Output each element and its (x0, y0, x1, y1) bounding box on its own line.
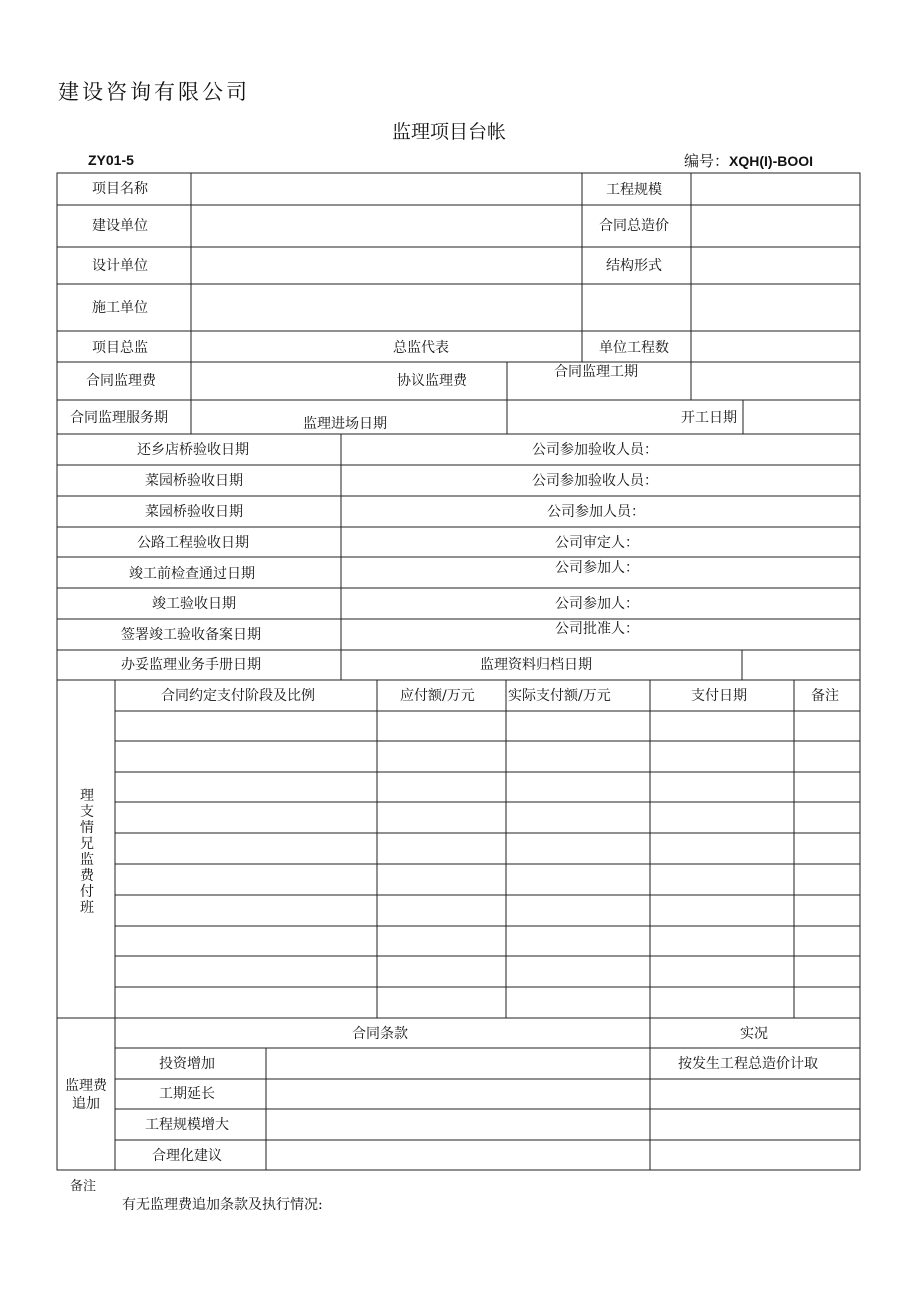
label-contract-period: 合同监理工期 (554, 364, 638, 380)
label-unit-count: 单位工程数 (599, 340, 669, 356)
addition-row-label: 投资增加 (159, 1056, 215, 1072)
acceptance-right: 公司参加验收人员： (532, 442, 658, 458)
addition-side-label: 监理费追加 (65, 1078, 107, 1112)
label-structure: 结构形式 (606, 258, 662, 274)
label-agreed-fee: 协议监理费 (397, 373, 467, 389)
acceptance-left: 办妥监理业务手册日期 (121, 657, 261, 673)
page-title: 监理项目台帐 (392, 121, 507, 143)
payment-header: 备注 (811, 688, 839, 704)
label-start-date: 开工日期 (681, 410, 737, 426)
label-contract-fee: 合同监理费 (86, 373, 156, 389)
payment-header: 合同约定支付阶段及比例 (161, 688, 315, 704)
acceptance-left: 竣工前检查通过日期 (129, 566, 255, 582)
acceptance-left: 还乡店桥验收日期 (137, 442, 249, 458)
label-contractor: 施工单位 (92, 300, 148, 316)
label-builder: 建设单位 (92, 218, 148, 234)
label-entry-date: 监理进场日期 (303, 416, 387, 432)
serial-label: 编号： (684, 152, 730, 170)
serial-value: XQH(I)-BOOI (729, 153, 814, 169)
acceptance-right: 公司参加人： (555, 560, 639, 576)
acceptance-left: 签署竣工验收备案日期 (121, 627, 261, 643)
addition-row-label: 工期延长 (159, 1086, 215, 1102)
label-chief-supervisor: 项目总监 (92, 340, 148, 356)
payment-header: 实际支付额/万元 (508, 688, 611, 704)
acceptance-right: 公司参加人： (555, 596, 639, 612)
addition-actual-header: 实况 (740, 1026, 768, 1042)
company-name: 建设咨询有限公司 (58, 80, 250, 104)
acceptance-right: 公司审定人： (555, 535, 639, 551)
label-contract-total: 合同总造价 (599, 218, 669, 234)
label-chief-rep: 总监代表 (393, 340, 449, 356)
payment-header: 应付额/万元 (400, 688, 475, 704)
acceptance-left: 菜园桥验收日期 (145, 473, 243, 489)
addition-row-label: 合理化建议 (152, 1148, 222, 1164)
label-project-name: 项目名称 (92, 181, 148, 197)
acceptance-left: 菜园桥验收日期 (145, 504, 243, 520)
acceptance-right: 公司批准人： (555, 621, 639, 637)
acceptance-right: 公司参加验收人员： (532, 473, 658, 489)
addition-row-label: 工程规模增大 (145, 1117, 229, 1133)
label-service-period: 合同监理服务期 (70, 410, 168, 426)
addition-clause-header: 合同条款 (352, 1026, 408, 1042)
label-project-scale: 工程规模 (606, 182, 662, 198)
acceptance-left: 公路工程验收日期 (137, 535, 249, 551)
payment-side-label: 理支情兄监费付班 (80, 788, 94, 916)
form-code: ZY01-5 (88, 152, 134, 168)
remarks-label: 备注 (70, 1179, 97, 1194)
acceptance-left: 竣工验收日期 (152, 596, 236, 612)
payment-header: 支付日期 (691, 688, 747, 704)
remarks-text: 有无监理费追加条款及执行情况: (122, 1197, 323, 1213)
label-designer: 设计单位 (92, 258, 148, 274)
acceptance-right: 监理资料归档日期 (480, 657, 592, 673)
acceptance-right: 公司参加人员： (547, 504, 645, 520)
addition-actual-value: 按发生工程总造价计取 (678, 1056, 818, 1072)
